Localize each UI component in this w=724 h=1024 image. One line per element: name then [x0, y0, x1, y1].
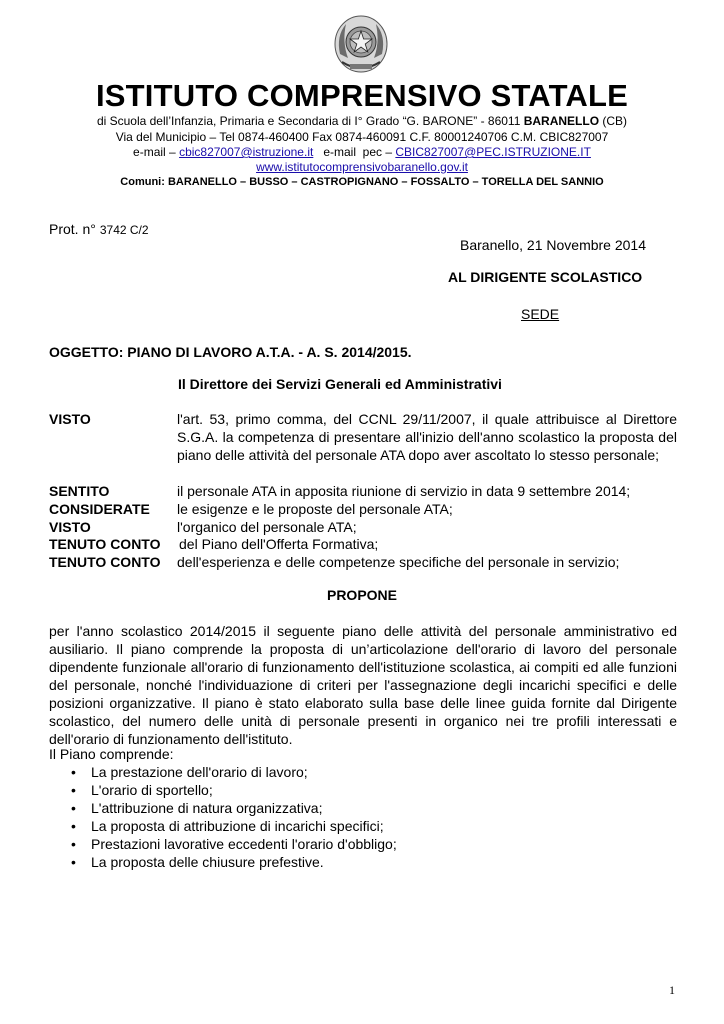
recipient-location: SEDE	[521, 306, 560, 322]
list-item	[49, 853, 397, 871]
bullet-icon: •	[71, 800, 76, 816]
protocol-label: Prot. n°	[49, 221, 96, 237]
italian-republic-emblem-icon	[332, 14, 390, 76]
pec-label: e-mail pec –	[313, 145, 396, 159]
premise-text: l'art. 53, primo comma, del CCNL 29/11/2007, il quale attribuisce al Direttore S.G.A. la competenza di presentare all'inizio dell'anno scolastico la proposta del piano delle attività del personale ATA dopo aver ascoltato lo stesso personale;	[177, 411, 677, 463]
email-label: e-mail –	[133, 145, 180, 159]
subject-line: OGGETTO: PIANO DI LAVORO A.T.A. - A. S. 2014/2015.	[49, 344, 412, 360]
province: (CB)	[599, 114, 628, 128]
premise-text: l'organico del personale ATA;	[177, 519, 357, 535]
bullet-icon: •	[71, 782, 76, 798]
list-item-text: L'orario di sportello;	[91, 782, 213, 798]
premise-text: il personale ATA in apposita riunione di servizio in data 9 settembre 2014;	[177, 483, 631, 499]
list-item-text: Prestazioni lavorative eccedenti l'orario d'obbligo;	[91, 836, 397, 852]
premise-label: TENUTO CONTO	[49, 554, 161, 570]
website-link[interactable]: www.istitutocomprensivobaranello.gov.it	[256, 160, 468, 174]
institute-title: ISTITUTO COMPRENSIVO STATALE	[95, 78, 629, 113]
recipient: AL DIRIGENTE SCOLASTICO	[448, 269, 643, 285]
protocol-value: 3742 C/2	[99, 223, 149, 237]
bullet-icon: •	[71, 818, 76, 834]
list-item-text: L'attribuzione di natura organizzativa;	[91, 800, 323, 816]
list-item	[49, 817, 397, 835]
propone-heading: PROPONE	[326, 587, 397, 603]
premise-label: SENTITO	[49, 483, 110, 499]
town-name: BARANELLO	[523, 114, 600, 128]
address-line: Via del Municipio – Tel 0874-460400 Fax 0874-460091 C.F. 80001240706 C.M. CBIC827007	[115, 130, 609, 144]
list-item-text: La proposta delle chiusure prefestive.	[91, 854, 324, 870]
premise-text: del Piano dell'Offerta Formativa;	[179, 536, 379, 552]
pec-email-link[interactable]: CBIC827007@PEC.ISTRUZIONE.IT	[395, 145, 591, 159]
website-line	[0, 160, 724, 174]
protocol-number	[49, 220, 149, 239]
premise-label: VISTO	[49, 411, 91, 427]
director-heading: Il Direttore dei Servizi Generali ed Amministrativi	[178, 376, 502, 392]
email-link[interactable]: cbic827007@istruzione.it	[179, 145, 314, 159]
school-description: di Scuola dell’Infanzia, Primaria e Secondaria di I° Grado “G. BARONE” - 86011	[96, 114, 524, 128]
bullet-icon: •	[71, 836, 76, 852]
list-item	[49, 763, 397, 781]
proposal-paragraph: per l'anno scolastico 2014/2015 il seguente piano delle attività del personale amministrativo ed ausiliario. Il piano comprende la proposta di un’articolazione dell'orario di lavoro del personale dipendente funzionale all'orario di funzionamento dell'istituzione scolastica, ai compiti ed alle funzioni del personale, nonché l'individuazione di criteri per l'assegnazione degli incarichi specifici e delle posizioni organizzative. Il piano è stato elaborato sulla base delle linee guida fornite dal Dirigente scolastico, del numero delle unità di personale presenti in organico nei tre profili interessati e dell'orario di funzionamento dell'istituto.	[49, 623, 677, 747]
bullet-icon: •	[71, 854, 76, 870]
bullet-icon: •	[71, 764, 76, 780]
plan-intro: Il Piano comprende:	[49, 746, 174, 762]
page-number: 1	[669, 983, 675, 997]
premise-text: dell'esperienza e delle competenze specifiche del personale in servizio;	[177, 554, 620, 570]
premise-label: VISTO	[49, 519, 91, 535]
list-item-text: La proposta di attribuzione di incarichi specifici;	[91, 818, 384, 834]
email-line	[0, 145, 724, 159]
list-item	[49, 781, 397, 799]
list-item	[49, 835, 397, 853]
municipalities-line: Comuni: BARANELLO – BUSSO – CASTROPIGNANO – FOSSALTO – TORELLA DEL SANNIO	[120, 176, 604, 188]
school-description-line	[0, 114, 724, 128]
document-date: Baranello, 21 Novembre 2014	[460, 237, 647, 253]
list-item-text: La prestazione dell'orario di lavoro;	[91, 764, 308, 780]
plan-list	[49, 763, 397, 871]
premise-label: CONSIDERATE	[49, 501, 150, 517]
list-item	[49, 799, 397, 817]
premise-label: TENUTO CONTO	[49, 536, 161, 552]
premise-text: le esigenze e le proposte del personale ATA;	[177, 501, 453, 517]
